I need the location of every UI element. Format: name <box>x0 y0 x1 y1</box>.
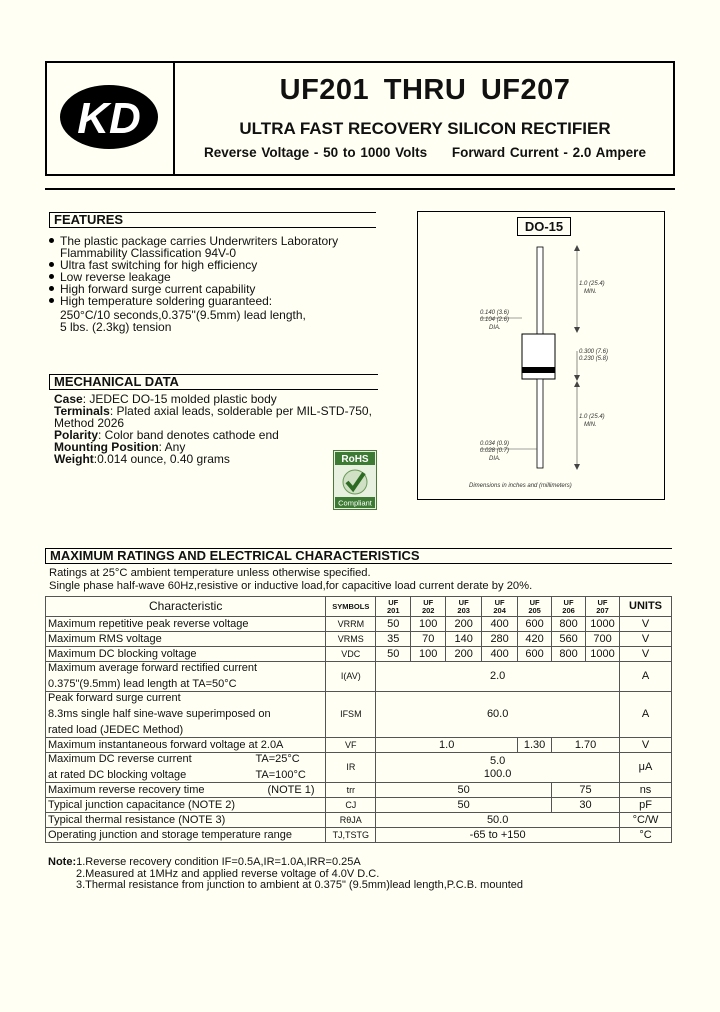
dim-body: 0.300 (7.6) <box>579 349 609 355</box>
table-row: Maximum repetitive peak reverse voltage VRRM 50 100 200 400 600 800 1000 V <box>46 617 672 632</box>
package-drawing <box>417 211 665 500</box>
dim-bottom-sub: MIN. <box>584 422 597 428</box>
dim-lead-dia-sub: DIA. <box>489 325 501 331</box>
dim-wire: 0.034 (0.9) <box>480 441 510 447</box>
col-part: UF 207 <box>586 597 620 617</box>
table-row: Maximum average forward rectified current 0.375"(9.5mm) lead length at TA=50°C I(AV) 2.0 A <box>46 662 672 692</box>
rohs-badge <box>333 450 377 510</box>
dim-top-sub: MIN. <box>584 289 597 295</box>
col-part: UF 204 <box>482 597 518 617</box>
feature-item: High forward surge current capability <box>49 283 379 295</box>
feature-item: Low reverse leakage <box>49 271 379 283</box>
table-row: Maximum DC blocking voltage VDC 50 100 200 400 600 800 1000 V <box>46 647 672 662</box>
mechanical-heading: MECHANICAL DATA <box>49 374 378 390</box>
mech-terminals-cont: Method 2026 <box>54 416 125 430</box>
mech-polarity: Polarity: Color band denotes cathode end <box>54 428 279 442</box>
note-2: 2.Measured at 1MHz and applied reverse voltage of 4.0V D.C. <box>76 867 380 880</box>
forward-current-spec: Forward Current - 2.0 Ampere <box>451 145 646 160</box>
notes-label: Note: <box>48 856 77 868</box>
table-header-row <box>46 597 672 617</box>
dim-wire-sub: DIA. <box>489 456 501 462</box>
feature-cont: 5 lbs. (2.3kg) tension <box>60 320 172 334</box>
page-title: UF201 THRU UF207 <box>279 74 571 106</box>
rohs-compliant: Compliant <box>338 498 372 508</box>
mech-case: Case: JEDEC DO-15 molded plastic body <box>54 392 277 406</box>
bullet-icon <box>49 238 54 243</box>
bullet-icon <box>49 286 54 291</box>
col-symbols: SYMBOLS <box>326 597 376 617</box>
ratings-heading: MAXIMUM RATINGS AND ELECTRICAL CHARACTERISTICS <box>45 548 672 564</box>
dim-lead-dia2: 0.104 (2.6) <box>480 317 510 323</box>
col-part: UF 202 <box>411 597 446 617</box>
col-part: UF 201 <box>376 597 411 617</box>
logo-cell <box>45 61 175 176</box>
rohs-label: RoHS <box>341 454 369 465</box>
feature-item: High temperature soldering guaranteed: <box>49 295 379 307</box>
col-part: UF 205 <box>518 597 552 617</box>
bullet-icon <box>49 274 54 279</box>
cathode-band <box>522 367 555 373</box>
mech-terminals: Terminals: Plated axial leads, solderable per MIL-STD-750, <box>54 404 372 418</box>
page-subtitle: ULTRA FAST RECOVERY SILICON RECTIFIER <box>239 119 611 138</box>
ratings-notes <box>49 567 532 592</box>
bullet-icon <box>49 262 54 267</box>
features-list <box>49 235 379 333</box>
dim-lead-dia: 0.140 (3.6) <box>480 310 510 316</box>
table-row: Peak forward surge current 8.3ms single half sine-wave superimposed on rated load (JEDEC Method) IFSM 60.0 A <box>46 692 672 738</box>
col-part: UF 203 <box>446 597 482 617</box>
notes <box>48 857 523 892</box>
table-row: Maximum DC reverse current TA=25°C at rated DC blocking voltage TA=100°C IR 5.0 100.0 μA <box>46 753 672 783</box>
table-row: Maximum reverse recovery time (NOTE 1) trr 50 75 ns <box>46 783 672 798</box>
table-row: Typical thermal resistance (NOTE 3) RθJA 50.0 °C/W <box>46 813 672 828</box>
feature-cont: Flammability Classification 94V-0 <box>60 246 237 260</box>
features-heading: FEATURES <box>49 212 376 228</box>
header-rule <box>45 188 675 190</box>
ratings-table <box>45 596 672 843</box>
ratings-note-2: Single phase half-wave 60Hz,resistive or inductive load,for capacitive load current derate by 20%. <box>49 579 533 592</box>
dim-caption: Dimensions in inches and (millimeters) <box>469 483 572 489</box>
col-characteristic: Characteristic <box>46 597 326 617</box>
dim-bottom: 1.0 (25.4) <box>579 414 605 420</box>
bullet-icon <box>49 298 54 303</box>
dim-wire2: 0.028 (0.7) <box>480 448 510 454</box>
spec-line <box>175 145 675 160</box>
note-1: 1.Reverse recovery condition IF=0.5A,IR=1.0A,IRR=0.25A <box>76 856 361 868</box>
col-units: UNITS <box>620 597 672 617</box>
dim-body2: 0.230 (5.8) <box>579 356 609 362</box>
table-row: Maximum instantaneous forward voltage at 2.0A VF 1.0 1.30 1.70 V <box>46 738 672 753</box>
reverse-voltage-spec: Reverse Voltage - 50 to 1000 Volts <box>204 145 428 160</box>
feature-item: The plastic package carries Underwriters Laboratory <box>49 235 379 247</box>
col-part: UF 206 <box>552 597 586 617</box>
feature-cont: 250°C/10 seconds,0.375"(9.5mm) lead length, <box>60 308 306 322</box>
note-3: 3.Thermal resistance from junction to ambient at 0.375" (9.5mm)lead length,P.C.B. mounted <box>76 879 523 891</box>
logo-text: KD <box>77 94 141 143</box>
mech-weight: Weight:0.014 ounce, 0.40 grams <box>54 452 230 466</box>
table-row: Typical junction capacitance (NOTE 2) CJ 50 30 pF <box>46 798 672 813</box>
ratings-note-1: Ratings at 25°C ambient temperature unless otherwise specified. <box>49 567 371 579</box>
package-label: DO-15 <box>517 217 571 236</box>
table-row: Operating junction and storage temperature range TJ,TSTG -65 to +150 °C <box>46 828 672 843</box>
feature-item: Ultra fast switching for high efficiency <box>49 259 379 271</box>
mech-mounting: Mounting Position: Any <box>54 440 186 454</box>
table-row: Maximum RMS voltage VRMS 35 70 140 280 420 560 700 V <box>46 632 672 647</box>
kd-logo <box>45 61 171 172</box>
dim-top: 1.0 (25.4) <box>579 281 605 287</box>
